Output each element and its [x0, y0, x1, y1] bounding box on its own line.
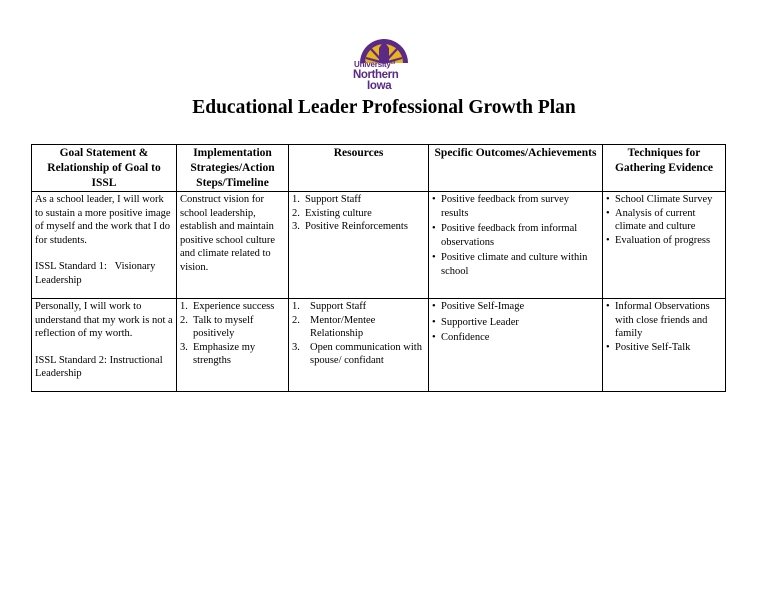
resources-list	[292, 300, 425, 368]
list-item: • Evaluation of progress	[606, 234, 711, 246]
list-item: 2. Existing culture	[292, 207, 372, 219]
header-resources: Resources	[289, 145, 429, 192]
goal-statement: Personally, I will work to understand that my work is not a reflection of my worth.	[35, 301, 173, 339]
implementation-cell	[177, 299, 289, 392]
list-item: 3. Open communication with spouse/ confidant	[292, 341, 422, 366]
techniques-cell	[603, 192, 726, 299]
list-item: • Positive Self-Image	[432, 301, 525, 312]
table-row	[32, 192, 726, 299]
outcomes-cell	[429, 192, 603, 299]
header-goal-statement: Goal Statement & Relationship of Goal to ISSL	[32, 145, 177, 192]
list-item: • Confidence	[432, 332, 490, 343]
list-item: 2. Mentor/Mentee Relationship	[292, 314, 376, 339]
logo-text-iowa: Iowa	[367, 80, 392, 92]
goal-cell	[32, 299, 177, 392]
goal-statement: As a school leader, I will work to sustain a more positive image of myself and the work that I do for students.	[35, 194, 171, 246]
issl-standard: ISSL Standard 2: Instructional Leadership	[35, 354, 163, 379]
header-outcomes: Specific Outcomes/Achievements	[429, 145, 603, 192]
techniques-cell	[603, 299, 726, 392]
list-item: • Positive climate and culture within school	[432, 252, 588, 277]
logo-text-university: University$^{of}$	[354, 60, 396, 69]
list-item: • Positive feedback from survey results	[432, 194, 570, 219]
resources-cell	[289, 192, 429, 299]
list-item: • Supportive Leader	[432, 316, 519, 328]
growth-plan-table	[31, 144, 726, 392]
list-item: 1. Experience success	[180, 301, 275, 312]
university-logo	[352, 34, 416, 96]
techniques-list	[606, 300, 722, 354]
implementation-cell	[177, 192, 289, 299]
resources-list	[292, 193, 425, 234]
list-item: 1. Support Staff	[292, 301, 367, 312]
goal-cell	[32, 192, 177, 299]
table-header-row	[32, 145, 726, 192]
list-item: • Positive feedback from informal observations	[432, 223, 578, 248]
list-item: 2. Talk to myself positively	[180, 314, 254, 339]
list-item: 1. Support Staff	[292, 194, 362, 205]
outcomes-cell	[429, 299, 603, 392]
list-item: 3. Emphasize my strengths	[180, 341, 256, 366]
resources-cell	[289, 299, 429, 392]
logo-text-northern: Northern	[353, 69, 399, 81]
list-item: • Positive Self-Talk	[606, 341, 691, 353]
page-title: Educational Leader Professional Growth Plan	[192, 97, 576, 118]
header-techniques: Techniques for Gathering Evidence	[603, 145, 726, 192]
outcomes-list	[432, 300, 599, 345]
issl-standard: ISSL Standard 1: Visionary Leadership	[35, 261, 159, 286]
table-row	[32, 299, 726, 392]
list-item: • School Climate Survey	[606, 194, 713, 205]
outcomes-list	[432, 193, 599, 278]
list-item: • Informal Observations with close friends and family	[606, 301, 710, 339]
implementation-steps-list	[180, 300, 285, 368]
implementation-text: Construct vision for school leadership, establish and maintain positive school culture and climate related to vision.	[180, 194, 276, 273]
list-item: • Analysis of current climate and culture	[606, 207, 696, 232]
list-item: 3. Positive Reinforcements	[292, 221, 408, 232]
techniques-list	[606, 193, 722, 247]
header-implementation: Implementation Strategies/Action Steps/Timeline	[177, 145, 289, 192]
